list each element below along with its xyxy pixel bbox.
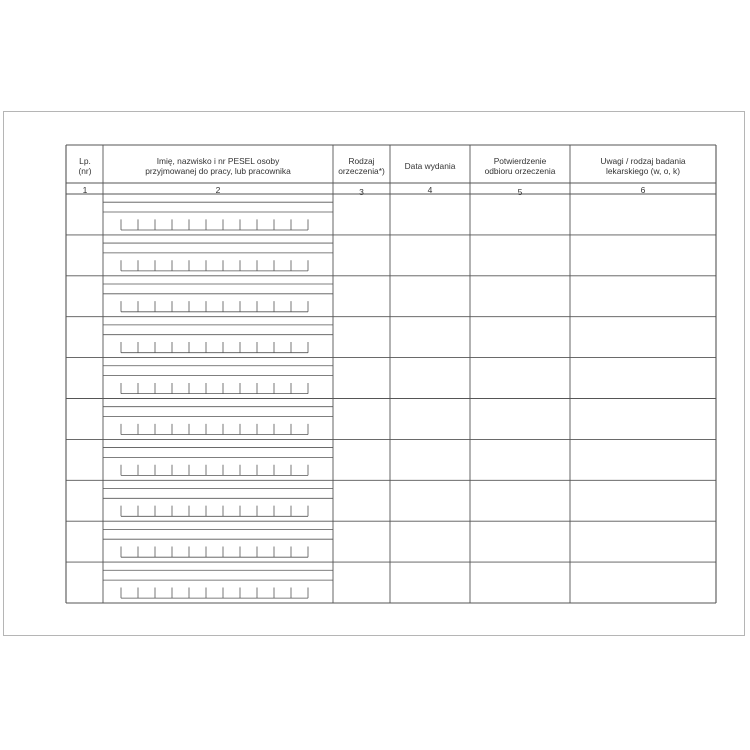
header-potwierdzenie: Potwierdzenie odbioru orzeczenia bbox=[484, 156, 556, 176]
column-number-1: 1 bbox=[82, 185, 88, 195]
header-name-pesel: Imię, nazwisko i nr PESEL osoby przyjmowanej do pracy, lub pracownika bbox=[145, 156, 291, 176]
header-rodzaj-orzeczenia: Rodzaj orzeczenia*) bbox=[338, 156, 385, 176]
column-number-4: 4 bbox=[427, 185, 433, 195]
header-data-wydania: Data wydania bbox=[404, 161, 456, 171]
column-number-2: 2 bbox=[215, 185, 221, 195]
header-uwagi: Uwagi / rodzaj badania lekarskiego (w, o, k) bbox=[600, 156, 686, 176]
form-sheet bbox=[3, 111, 745, 636]
column-number-3: 3 bbox=[359, 187, 364, 197]
column-number-5: 5 bbox=[517, 187, 523, 197]
column-number-6: 6 bbox=[640, 185, 646, 195]
header-lp: Lp. (nr) bbox=[78, 156, 92, 176]
